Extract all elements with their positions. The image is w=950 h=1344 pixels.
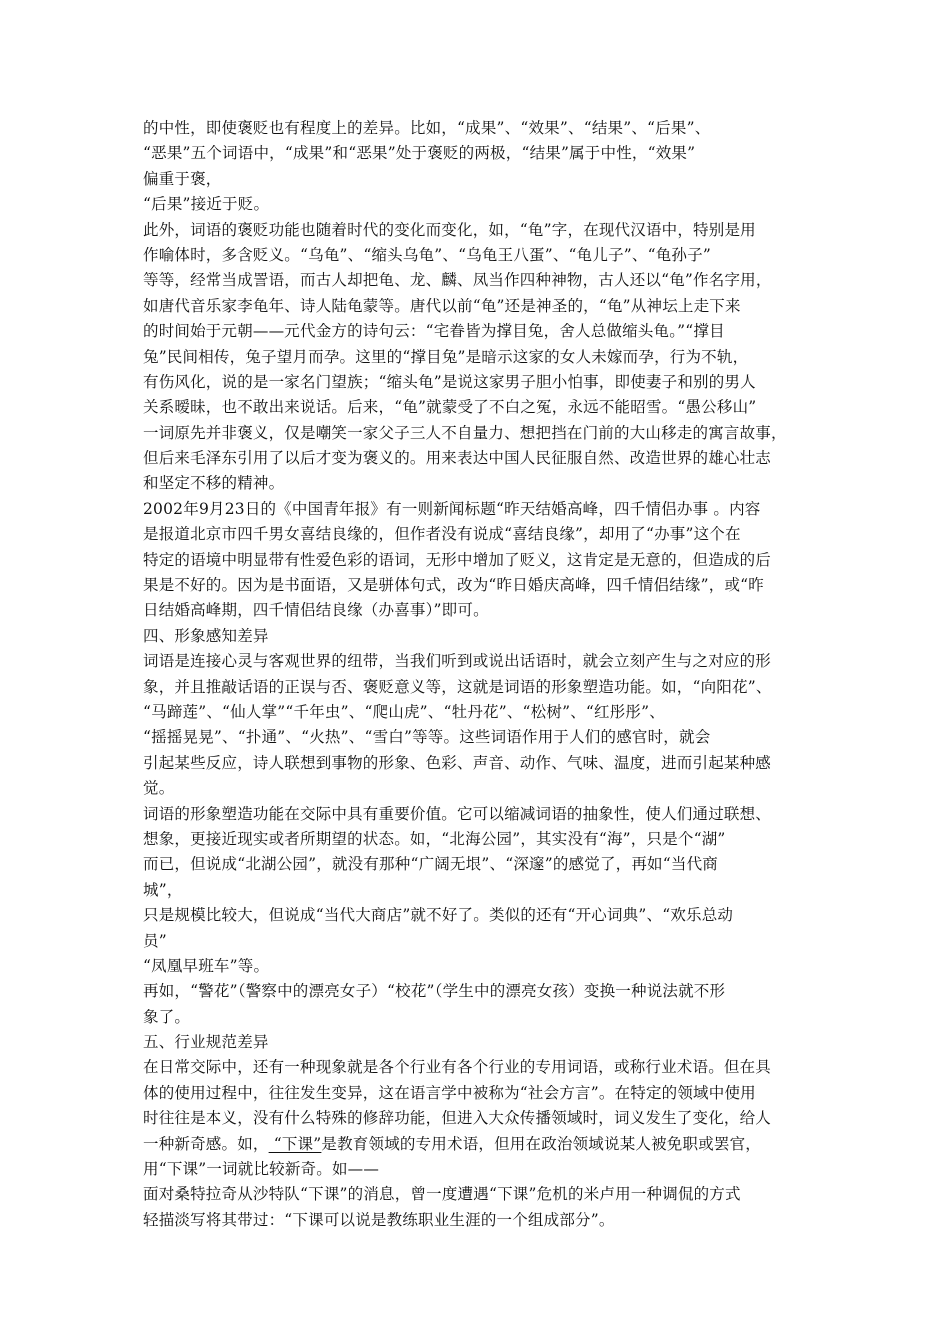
text-line: 想象，更接近现实或者所期望的状态。如，“北海公园”，其实没有“海”，只是个“湖”: [143, 829, 726, 848]
section-heading: 四、形象感知差异: [143, 626, 269, 645]
text-line: “凤凰早班车”等。: [143, 956, 270, 975]
text-line: 词语是连接心灵与客观世界的纽带，当我们听到或说出话语时，就会立刻产生与之对应的形: [143, 652, 772, 671]
text-line: 此外，词语的褒贬功能也随着时代的变化而变化，如，“龟”字，在现代汉语中，特别是用: [143, 220, 756, 239]
text-line: 偏重于褒，: [143, 169, 222, 188]
text-line: “恶果”五个词语中，“成果”和“恶果”处于褒贬的两极，“结果”属于中性，“效果”: [143, 144, 696, 163]
text-line: [143, 1132, 815, 1157]
text-line: 特定的语境中明显带有性爱色彩的语词，无形中增加了贬义，这肯定是无意的，但造成的后: [143, 550, 772, 569]
text-line: 员”: [143, 931, 167, 950]
text-line: 2002年9月23日的《中国青年报》有一则新闻标题“昨天结婚高峰，四千情侣办事 。内容: [143, 499, 761, 518]
text-line: 一词原先并非褒义，仅是嘲笑一家父子三人不自量力、想把挡在门前的大山移走的寓言故事，: [143, 423, 787, 442]
text-line: 面对桑特拉奇从沙特队“下课”的消息，曾一度遭遇“下课”危机的米卢用一种调侃的方式: [143, 1185, 741, 1204]
section-heading: 五、行业规范差异: [143, 1033, 269, 1052]
text-line: 时往往是本义，没有什么特殊的修辞功能，但进入大众传播领域时，词义发生了变化，给人: [143, 1109, 772, 1128]
text-line: 象，并且推敲话语的正误与否、褒贬意义等，这就是词语的形象塑造功能。如，“向阳花”、: [143, 677, 772, 696]
text-line: 觉。: [143, 779, 175, 798]
text-line: “摇摇晃晃”、“扑通”、“火热”、“雪白”等等。这些词语作用于人们的感官时，就会: [143, 728, 711, 747]
text-line: 词语的形象塑造功能在交际中具有重要价值。它可以缩减词语的抽象性，使人们通过联想、: [143, 804, 772, 823]
text-line: 只是规模比较大，但说成“当代大商店”就不好了。类似的还有“开心词典”、“欢乐总动: [143, 906, 734, 925]
text-line: 如唐代音乐家李龟年、诗人陆龟蒙等。唐代以前“龟”还是神圣的，“龟”从神坛上走下来: [143, 296, 741, 315]
text-line: 在日常交际中，还有一种现象就是各个行业有各个行业的专用词语，或称行业术语。但在具: [143, 1058, 772, 1077]
text-line: “马蹄莲”、“仙人掌”“千年虫”、“爬山虎”、“牡丹花”、“松树”、“红彤彤”、: [143, 702, 665, 721]
text-line: 的时间始于元朝——元代金方的诗句云：“宅眷皆为撑目兔，舍人总做缩头龟。”“撑目: [143, 322, 725, 341]
text-line: 有伤风化，说的是一家名门望族；“缩头龟”是说这家男子胆小怕事，即使妻子和别的男人: [143, 372, 756, 391]
text-line: 日结婚高峰期，四千情侣结良缘（办喜事）”即可。: [143, 601, 489, 620]
text-line: 但后来毛泽东引用了以后才变为褒义的。用来表达中国人民征服自然、改造世界的雄心壮志: [143, 449, 772, 468]
text-line: 是报道北京市四千男女喜结良缘的，但作者没有说成“喜结良缘”，却用了“办事”这个在: [143, 525, 741, 544]
text-line: 果是不好的。因为是书面语，又是骈体句式，改为“昨日婚庆高峰，四千情侣结缘”，或“昨: [143, 576, 764, 595]
text-line: 等等，经常当成詈语，而古人却把龟、龙、麟、凤当作四种神物，古人还以“龟”作名字用，: [143, 271, 772, 290]
text-line: “后果”接近于贬。: [143, 195, 270, 214]
text-line: 和坚定不移的精神。: [143, 474, 285, 493]
text-line: 而已，但说成“北湖公园”，就没有那种“广阔无垠”、“深邃”的感觉了，再如“当代商: [143, 855, 718, 874]
text-line: 引起某些反应，诗人联想到事物的形象、色彩、声音、动作、气味、温度，进而引起某种感: [143, 753, 772, 772]
text-segment: 一种新奇感。如，: [143, 1134, 269, 1153]
text-line: 象了。: [143, 1007, 191, 1026]
text-line: 再如，“警花”（警察中的漂亮女子）“校花”（学生中的漂亮女孩）变换一种说法就不形: [143, 982, 726, 1001]
text-line: 兔”民间相传，兔子望月而孕。这里的“撑目兔”是暗示这家的女人未嫁而孕，行为不轨，: [143, 347, 749, 366]
text-line: 轻描淡写将其带过：“下课可以说是教练职业生涯的一个组成部分”。: [143, 1210, 615, 1229]
text-line: 关系暧昧，也不敢出来说话。后来，“龟”就蒙受了不白之冤，永远不能昭雪。“愚公移山”: [143, 398, 757, 417]
text-line: 城”，: [143, 880, 183, 899]
text-line: 体的使用过程中，往往发生变异，这在语言学中被称为“社会方言”。在特定的领域中使用: [143, 1083, 756, 1102]
text-line: 用“下课”一词就比较新奇。如——: [143, 1160, 380, 1179]
text-line: 作喻体时，多含贬义。“乌龟”、“缩头乌龟”、“乌龟王八蛋”、“龟儿子”、“龟孙子”: [143, 245, 711, 264]
text-line: 的中性，即使褒贬也有程度上的差异。比如，“成果”、“效果”、“结果”、“后果”、: [143, 119, 711, 137]
underlined-term: “下课”: [268, 1134, 322, 1153]
text-segment: 是教育领域的专用术语，但用在政治领域说某人被免职或罢官，: [321, 1134, 761, 1153]
document-body: [143, 116, 815, 1233]
